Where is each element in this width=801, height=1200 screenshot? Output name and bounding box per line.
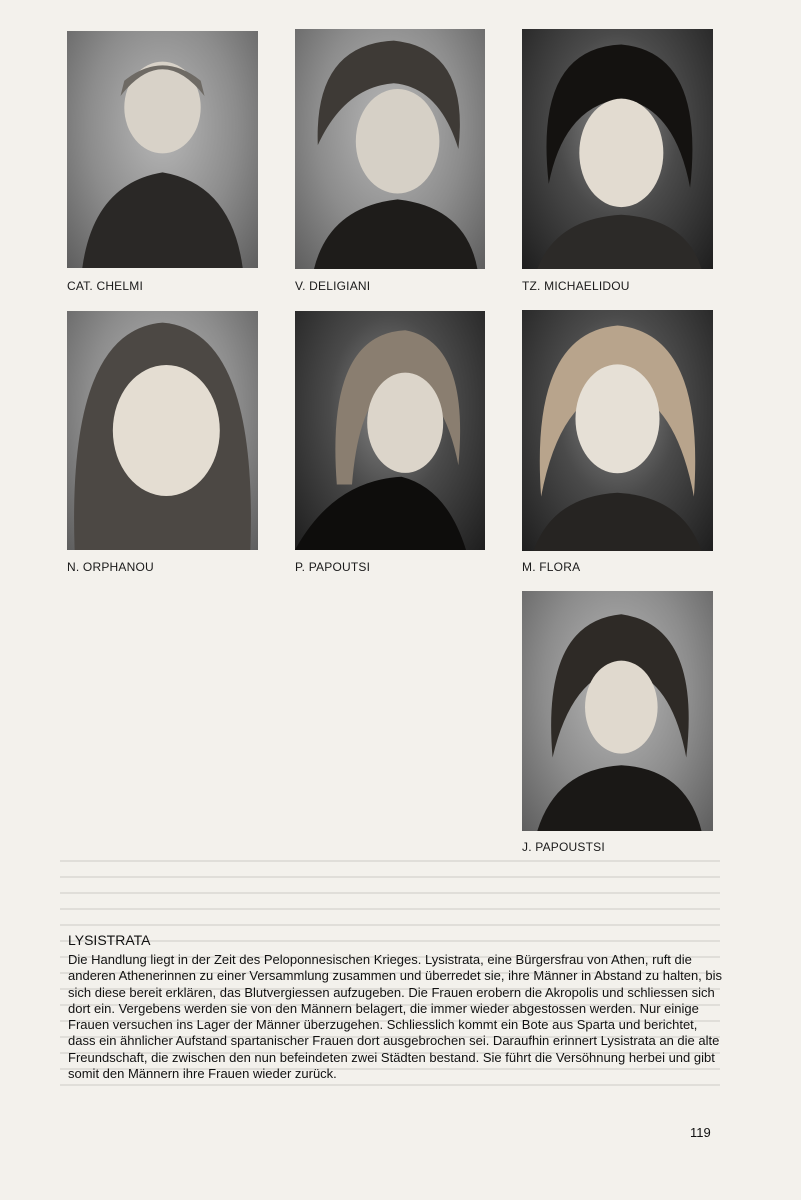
portrait-caption: V. DELIGIANI — [295, 279, 371, 293]
portrait-caption: CAT. CHELMI — [67, 279, 143, 293]
portrait-photo-icon — [522, 310, 713, 551]
page-number: 119 — [690, 1125, 711, 1140]
portrait-photo-orphanou — [67, 311, 258, 550]
portrait-photo-icon — [522, 29, 713, 269]
portrait-caption: TZ. MICHAELIDOU — [522, 279, 630, 293]
portrait-photo-p-papoutsi — [295, 311, 485, 550]
portrait-photo-michaelidou — [522, 29, 713, 269]
portrait-caption: J. PAPOUSTSI — [522, 840, 605, 854]
portrait-caption: P. PAPOUTSI — [295, 560, 371, 574]
portrait-caption: M. FLORA — [522, 560, 581, 574]
portrait-photo-deligiani — [295, 29, 485, 269]
portrait-photo-icon — [522, 591, 713, 831]
portrait-photo-j-papoustsi — [522, 591, 713, 831]
section-title: LYSISTRATA — [68, 932, 151, 948]
portrait-photo-icon — [295, 29, 485, 269]
portrait-photo-icon — [295, 311, 485, 550]
portrait-photo-icon — [67, 31, 258, 268]
portrait-photo-flora — [522, 310, 713, 551]
portrait-caption: N. ORPHANOU — [67, 560, 154, 574]
synopsis-paragraph: Die Handlung liegt in der Zeit des Peloponnesischen Krieges. Lysistrata, eine Bürgersfrau von Athen, ruft die anderen Athenerinnen zu einer Versammlung zusammen und überredet sie, ihre Männer in Abstand zu halten, bis sich diese bereit erklären, das Blutvergiessen aufzugeben. Die Frauen erobern die Akropolis und schliessen sich dort ein. Vergebens werden sie von den Männern belagert, die immer wieder abgestossen werden. Nur einige Frauen versuchen ins Lager der Männer überzugehen. Schliesslich kommt ein Bote aus Sparta und berichtet, dass ein ähnlicher Aufstand spartanischer Frauen dort ausgebrochen sei. Daraufhin erinnert Lysistrata an die alte Freundschaft, die zwischen den nun befeindeten zwei Städten bestand. Sie führt die Versöhnung herbei und gibt somit den Männern ihre Frauen wieder zurück. — [68, 952, 723, 1082]
portrait-photo-chelmi — [67, 31, 258, 268]
portrait-photo-icon — [67, 311, 258, 550]
